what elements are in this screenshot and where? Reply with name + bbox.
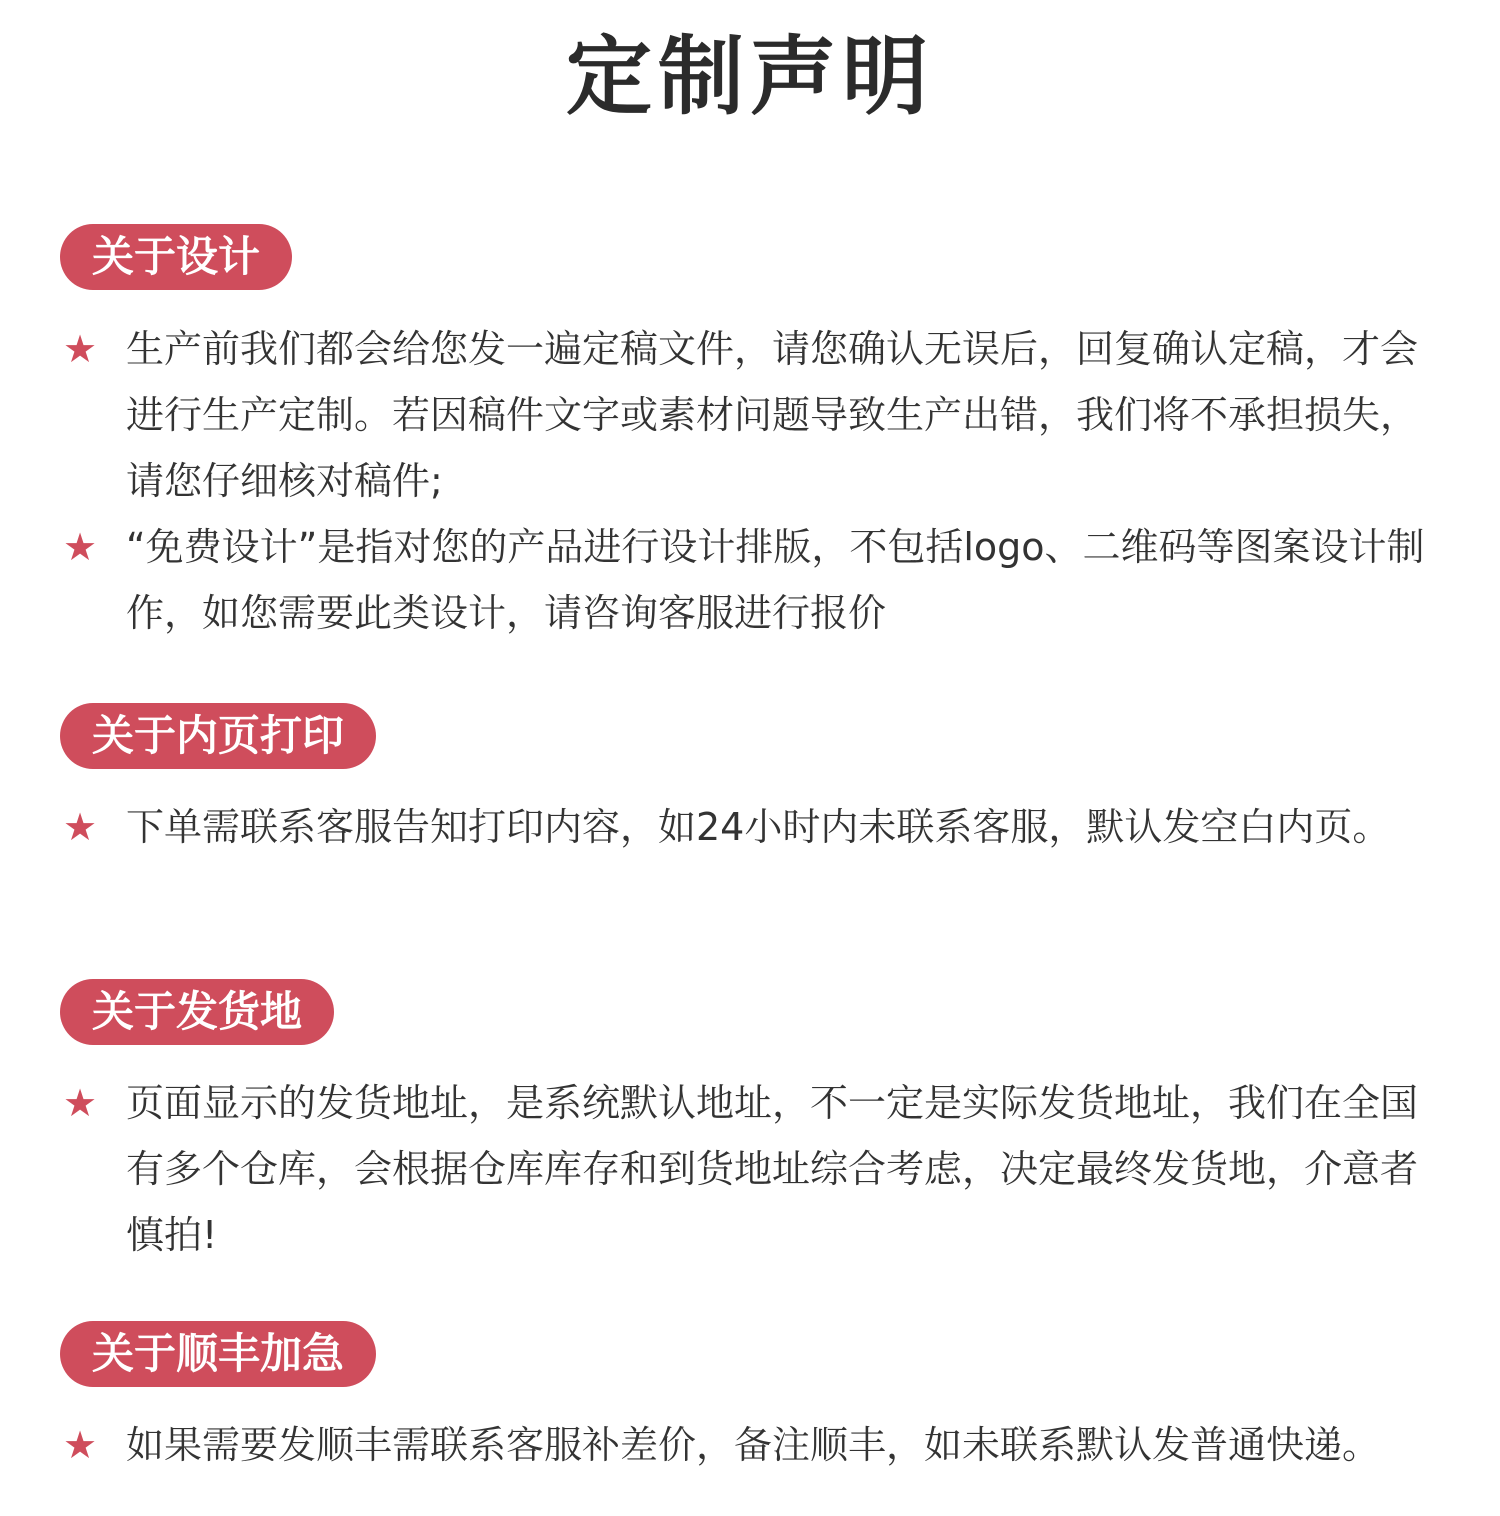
list-item-text: 如果需要发顺丰需联系客服补差价，备注顺丰，如未联系默认发普通快递。 <box>126 1423 1381 1467</box>
list-item <box>60 1070 1445 1268</box>
list-item-text: 页面显示的发货地址，是系统默认地址，不一定是实际发货地址，我们在全国有多个仓库，会根据仓库库存和到货地址综合考虑，决定最终发货地，介意者慎拍! <box>126 1081 1419 1257</box>
section-tag-ship-from: 关于发货地 <box>60 979 334 1045</box>
section-list-inner-print <box>60 794 1445 860</box>
star-icon: ★ <box>62 1423 98 1467</box>
list-item <box>60 794 1445 860</box>
section-tag-sf-express: 关于顺丰加急 <box>60 1321 376 1387</box>
section-list-sf-express <box>60 1412 1445 1478</box>
page-title: 定制声明 <box>566 27 934 127</box>
star-icon: ★ <box>62 327 98 371</box>
list-item <box>60 1412 1445 1478</box>
section-tag-inner-print: 关于内页打印 <box>60 703 376 769</box>
list-item <box>60 514 1445 646</box>
star-icon: ★ <box>62 525 98 569</box>
section-tag-design: 关于设计 <box>60 224 292 290</box>
list-item <box>60 316 1445 514</box>
list-item-text: “免费设计”是指对您的产品进行设计排版，不包括logo、二维码等图案设计制作，如您需要此类设计，请咨询客服进行报价 <box>126 525 1425 635</box>
star-icon: ★ <box>62 805 98 849</box>
section-list-design <box>60 316 1445 646</box>
list-item-text: 生产前我们都会给您发一遍定稿文件，请您确认无误后，回复确认定稿，才会进行生产定制。若因稿件文字或素材问题导致生产出错，我们将不承担损失，请您仔细核对稿件; <box>126 327 1419 503</box>
list-item-text: 下单需联系客服告知打印内容，如24小时内未联系客服，默认发空白内页。 <box>126 805 1391 849</box>
star-icon: ★ <box>62 1081 98 1125</box>
section-list-ship-from <box>60 1070 1445 1268</box>
